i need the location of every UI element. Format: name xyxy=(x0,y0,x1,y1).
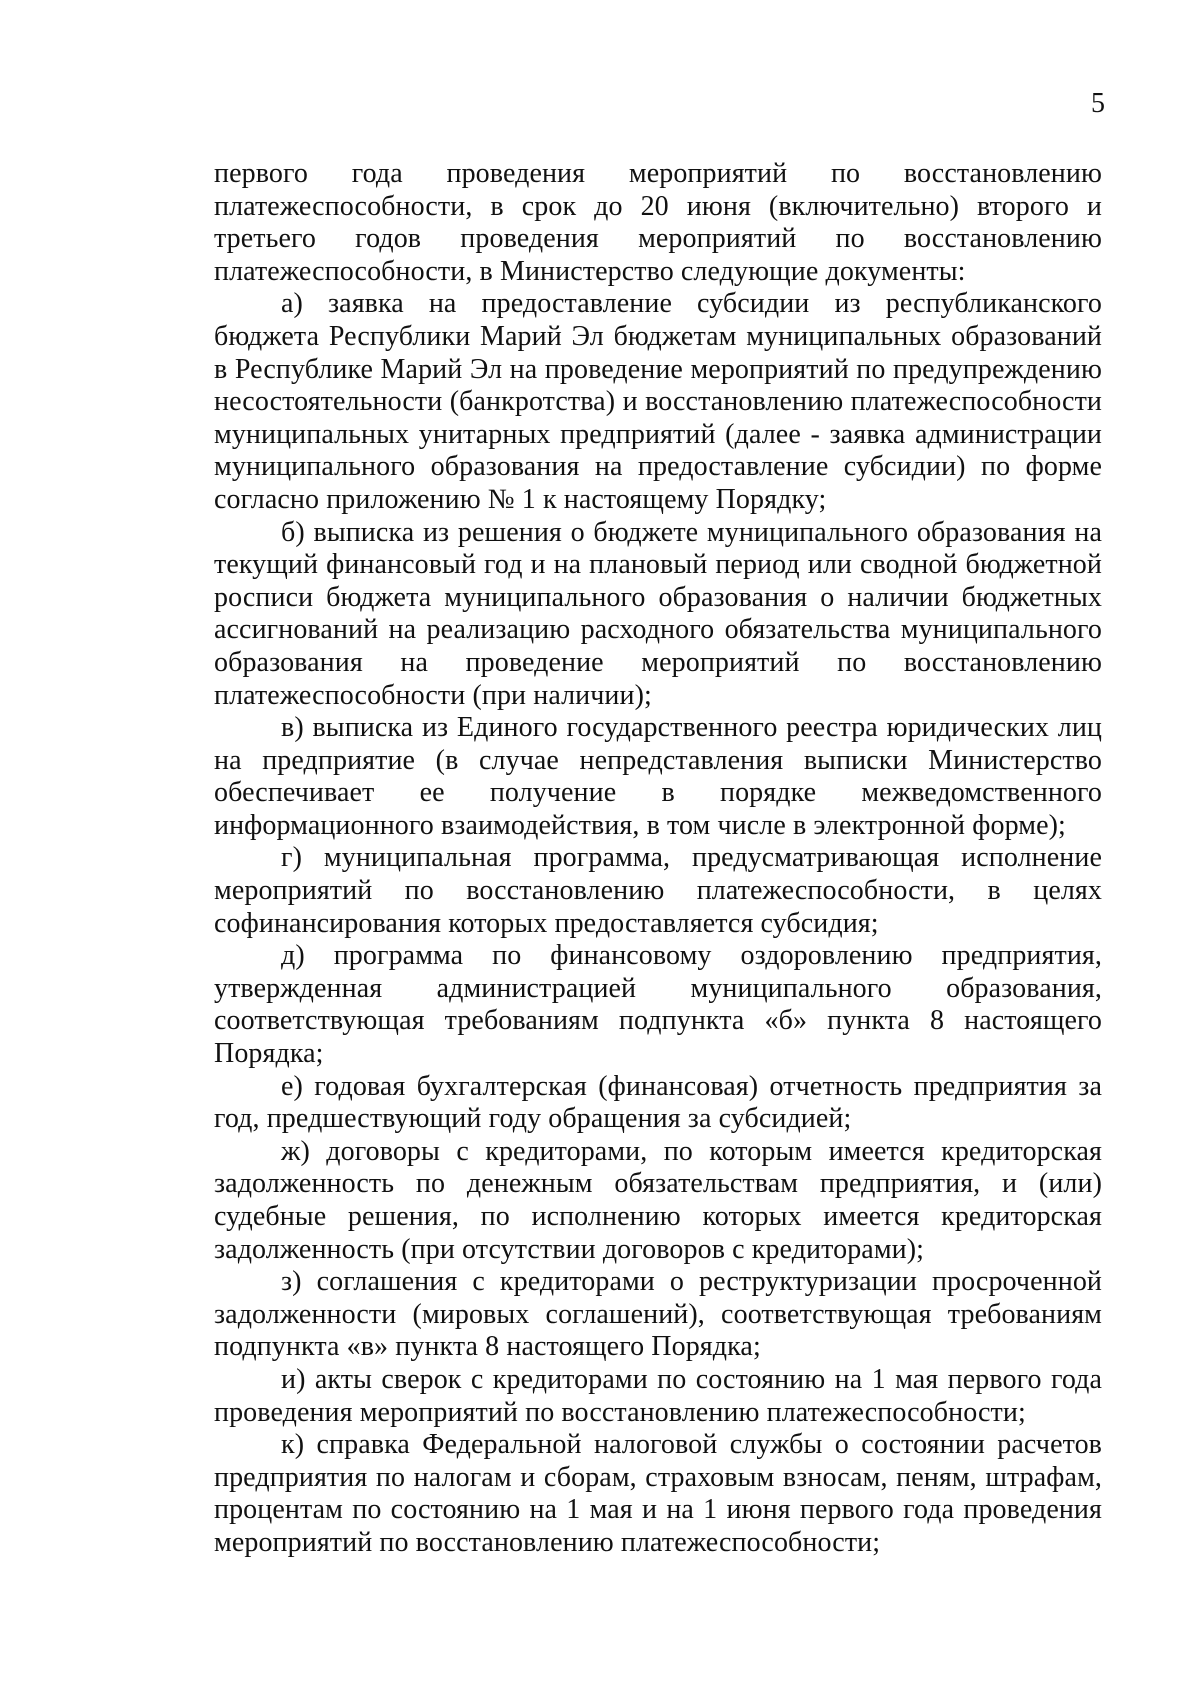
paragraph-item-zh: ж) договоры с кредиторами, по которым имеется кредиторская задолженность по денежным обязательствам предприятия, и (или) судебные решения, по исполнению которых имеется кредиторская задолженность (при отсутствии договоров с кредиторами); xyxy=(214,1135,1102,1265)
document-body xyxy=(214,158,1102,1560)
paragraph-item-k: к) справка Федеральной налоговой службы о состоянии расчетов предприятия по налогам и сборам, страховым взносам, пеням, штрафам, процентам по состоянию на 1 мая и на 1 июня первого года проведения мероприятий по восстановлению платежеспособности; xyxy=(214,1429,1102,1558)
paragraph-item-v: в) выписка из Единого государственного реестра юридических лиц на предприятие (в случае непредставления выписки Министерство обеспечивает ее получение в порядке межведомственного информационного взаимодействия, в том числе в электронной форме); xyxy=(214,712,1102,841)
paragraph-item-z: з) соглашения с кредиторами о реструктуризации просроченной задолженности (мировых соглашений), соответствующая требованиям подпункта «в» пункта 8 настоящего Порядка; xyxy=(214,1266,1102,1363)
page-number: 5 xyxy=(1091,88,1105,119)
paragraph-item-a: а) заявка на предоставление субсидии из республиканского бюджета Республики Марий Эл бюджетам муниципальных образований в Республике Марий Эл на проведение мероприятий по предупреждению несостоятельности (банкротства) и восстановлению платежеспособности муниципальных унитарных предприятий (далее - заявка администрации муниципального образования на предоставление субсидии) по форме согласно приложению № 1 к настоящему Порядку; xyxy=(214,288,1102,515)
paragraph-item-i: и) акты сверок с кредиторами по состоянию на 1 мая первого года проведения мероприятий по восстановлению платежеспособности; xyxy=(214,1363,1102,1428)
paragraph-item-e: е) годовая бухгалтерская (финансовая) отчетность предприятия за год, предшествующий году обращения за субсидией; xyxy=(214,1070,1102,1135)
paragraph-item-b: б) выписка из решения о бюджете муниципального образования на текущий финансовый год и на плановый период или сводной бюджетной росписи бюджета муниципального образования о наличии бюджетных ассигнований на реализацию расходного обязательства муниципального образования на проведение мероприятий по восстановлению платежеспособности (при наличии); xyxy=(214,516,1102,711)
paragraph-item-d: д) программа по финансовому оздоровлению предприятия, утвержденная администрацией муниципального образования, соответствующая требованиям подпункта «б» пункта 8 настоящего Порядка; xyxy=(214,940,1102,1070)
paragraph-continuation: первого года проведения мероприятий по восстановлению платежеспособности, в срок до 20 июня (включительно) второго и третьего годов проведения мероприятий по восстановлению платежеспособности, в Министерство следующие документы: xyxy=(214,158,1102,287)
paragraph-item-g: г) муниципальная программа, предусматривающая исполнение мероприятий по восстановлению платежеспособности, в целях софинансирования которых предоставляется субсидия; xyxy=(214,842,1102,939)
